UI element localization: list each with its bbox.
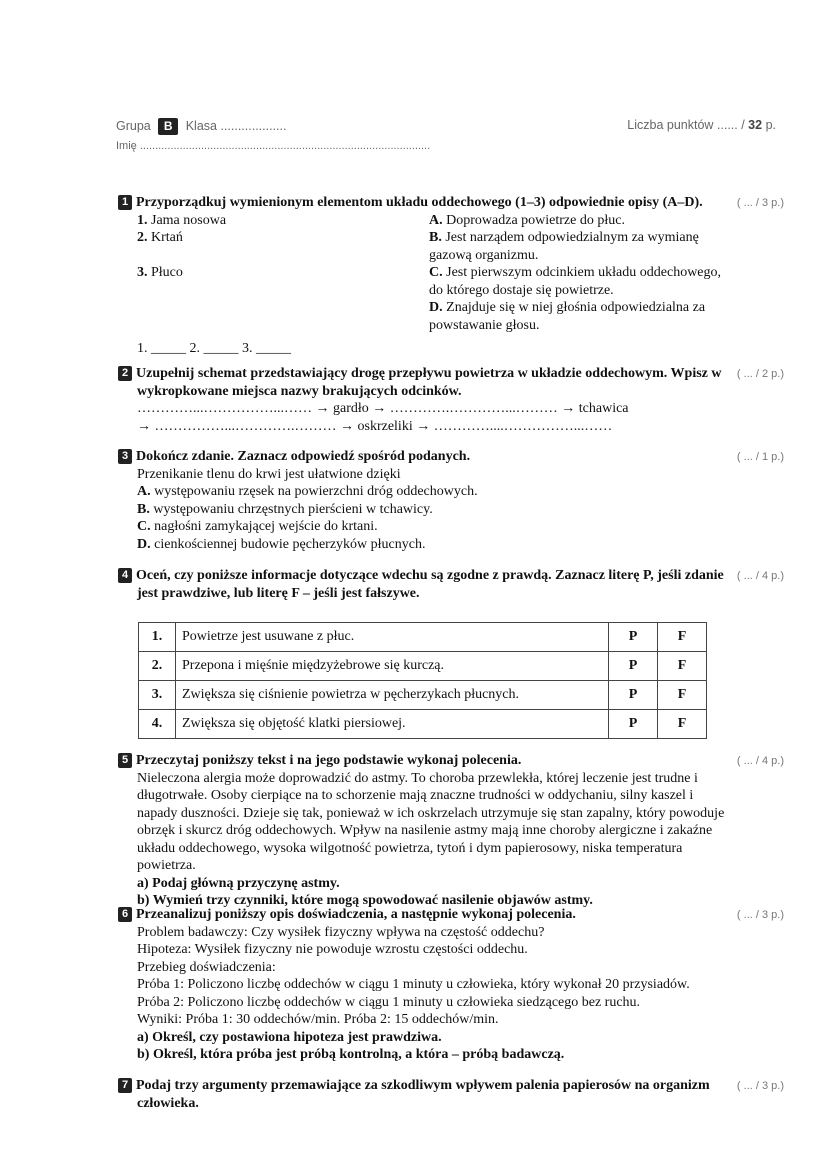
- points-label: Liczba punktów ...... /: [627, 118, 745, 132]
- false-option[interactable]: F: [658, 681, 707, 710]
- task5: [118, 752, 728, 910]
- task6-points: ( ... / 3 p.): [736, 909, 784, 921]
- task6-question-a: a) Określ, czy postawiona hipoteza jest prawdziwa.: [137, 1029, 442, 1045]
- option-text: Znajduje się w niej głośnia odpowiedzialna za powstawanie głosu.: [429, 300, 706, 333]
- true-option[interactable]: P: [609, 681, 658, 710]
- option-letter: A.: [429, 212, 443, 228]
- item-label: Jama nosowa: [151, 212, 227, 228]
- false-option[interactable]: F: [658, 652, 707, 681]
- item-number: 3.: [137, 265, 148, 280]
- task1-instruction: Przyporządkuj wymienionym elementom układu oddechowego (1–3) odpowiednie opisy (A–D).: [136, 195, 703, 210]
- row-statement: Przepona i mięśnie międzyżebrowe się kurczą.: [176, 652, 609, 681]
- item-label: Krtań: [151, 230, 183, 245]
- task1-answer-line[interactable]: 1. _____ 2. _____ 3. _____: [137, 341, 291, 356]
- option-text: cienkościennej budowie pęcherzyków płucnych.: [154, 536, 426, 552]
- task5-question-b: b) Wymień trzy czynniki, które mogą spowodować nasilenie objawów astmy.: [137, 893, 593, 908]
- task3-points: ( ... / 1 p.): [736, 451, 784, 463]
- row-number: 4.: [139, 710, 176, 739]
- option-letter: B.: [429, 230, 442, 245]
- true-option[interactable]: P: [609, 710, 658, 739]
- option-letter: A.: [137, 484, 151, 499]
- experiment-line: Hipoteza: Wysiłek fizyczny nie powoduje wzrostu częstości oddechu.: [137, 942, 528, 957]
- experiment-line: Próba 1: Policzono liczbę oddechów w ciągu 1 minuty u człowieka, który wykonał 20 przysiadów.: [137, 977, 690, 992]
- task4-instruction: Oceń, czy poniższe informacje dotyczące wdechu są zgodne z prawdą. Zaznacz literę P, jeśli zdanie jest prawdziwe, lub literę F – jeśli jest fałszywe.: [136, 568, 724, 601]
- task7-number: 7: [118, 1078, 132, 1093]
- true-option[interactable]: P: [609, 623, 658, 652]
- row-number: 1.: [139, 623, 176, 652]
- choice-option[interactable]: [137, 518, 728, 536]
- row-statement: Zwiększa się objętość klatki piersiowej.: [176, 710, 609, 739]
- option-letter: D.: [429, 300, 443, 315]
- task1: [118, 194, 728, 358]
- points-summary: [627, 118, 776, 132]
- table-row: [139, 652, 707, 681]
- true-option[interactable]: P: [609, 652, 658, 681]
- row-number: 3.: [139, 681, 176, 710]
- task6-instruction: Przeanalizuj poniższy opis doświadczenia, a następnie wykonaj polecenia.: [136, 907, 576, 922]
- choice-option[interactable]: [137, 483, 728, 501]
- item-number: 1.: [137, 212, 148, 228]
- task4-number: 4: [118, 568, 132, 583]
- experiment-line: Problem badawczy: Czy wysiłek fizyczny wpływa na częstość oddechu?: [137, 924, 545, 940]
- choice-option[interactable]: [137, 536, 728, 554]
- experiment-line: Przebieg doświadczenia:: [137, 959, 276, 975]
- task2-instruction: Uzupełnij schemat przedstawiający drogę przepływu powietrza w układzie oddechowym. Wpisz w wykropkowane miejsca nazwy brakujących odcinków.: [136, 366, 722, 399]
- task7: [118, 1077, 728, 1112]
- item-label: Płuco: [151, 265, 183, 280]
- task2-scheme-line-1[interactable]: …………...……………...…… → gardło → ………….…………...……… → tchawica: [137, 401, 629, 416]
- experiment-line: Próba 2: Policzono liczbę oddechów w ciągu 1 minuty u człowieka siedzącego bez ruchu.: [137, 994, 641, 1010]
- row-statement: Zwiększa się ciśnienie powietrza w pęcherzykach płucnych.: [176, 681, 609, 710]
- task3: [118, 448, 728, 553]
- task6-question-b: b) Określ, która próba jest próbą kontrolną, a która – próbą badawczą.: [137, 1047, 565, 1062]
- table-row: [139, 681, 707, 710]
- choice-option[interactable]: [137, 501, 728, 519]
- table-row: [139, 710, 707, 739]
- task2-number: 2: [118, 366, 132, 381]
- task5-points: ( ... / 4 p.): [736, 755, 784, 767]
- group-label: Grupa: [116, 119, 151, 133]
- task4: [118, 567, 728, 602]
- option-letter: D.: [137, 536, 151, 552]
- task2: [118, 365, 728, 435]
- false-option[interactable]: F: [658, 710, 707, 739]
- option-text: Jest pierwszym odcinkiem układu oddechowego, do którego dostaje się powietrze.: [429, 265, 722, 298]
- task2-scheme-line-2[interactable]: → ……………...………….……… → oskrzeliki → …………....……………...……: [137, 418, 613, 434]
- true-false-table: [138, 622, 707, 739]
- task5-question-a: a) Podaj główną przyczynę astmy.: [137, 875, 340, 891]
- name-field[interactable]: Imię ...............................................................................................: [116, 140, 431, 152]
- group-badge: B: [158, 118, 178, 135]
- option-text: nagłośni zamykającej wejście do krtani.: [154, 519, 378, 534]
- option-letter: C.: [429, 265, 443, 280]
- group-field: [116, 118, 286, 135]
- task1-number: 1: [118, 195, 132, 210]
- task4-points: ( ... / 4 p.): [736, 570, 784, 582]
- task3-number: 3: [118, 449, 132, 464]
- task7-points: ( ... / 3 p.): [736, 1080, 784, 1092]
- task6-number: 6: [118, 907, 132, 922]
- task7-instruction: Podaj trzy argumenty przemawiające za szkodliwym wpływem palenia papierosów na organizm człowieka.: [136, 1078, 710, 1111]
- option-text: Jest narządem odpowiedzialnym za wymianę gazową organizmu.: [429, 230, 699, 263]
- item-number: 2.: [137, 230, 148, 245]
- task5-instruction: Przeczytaj poniższy tekst i na jego podstawie wykonaj polecenia.: [136, 753, 522, 768]
- experiment-line: Wyniki: Próba 1: 30 oddechów/min. Próba 2: 15 oddechów/min.: [137, 1012, 499, 1027]
- task5-number: 5: [118, 753, 132, 768]
- false-option[interactable]: F: [658, 623, 707, 652]
- option-text: występowaniu chrzęstnych pierścieni w tchawicy.: [153, 501, 433, 517]
- option-text: występowaniu rzęsek na powierzchni dróg oddechowych.: [154, 484, 478, 499]
- class-field[interactable]: Klasa ...................: [185, 119, 287, 133]
- option-letter: B.: [137, 501, 150, 517]
- option-letter: C.: [137, 519, 151, 534]
- task1-points: ( ... / 3 p.): [736, 197, 784, 209]
- task3-instruction: Dokończ zdanie. Zaznacz odpowiedź spośród podanych.: [136, 449, 471, 464]
- task3-stem: Przenikanie tlenu do krwi jest ułatwione dzięki: [137, 466, 401, 482]
- table-row: [139, 623, 707, 652]
- points-total: 32: [748, 118, 763, 132]
- row-number: 2.: [139, 652, 176, 681]
- points-unit: p.: [765, 118, 776, 132]
- option-text: Doprowadza powietrze do płuc.: [446, 212, 625, 228]
- task2-points: ( ... / 2 p.): [736, 368, 784, 380]
- task6: [118, 906, 728, 1064]
- row-statement: Powietrze jest usuwane z płuc.: [176, 623, 609, 652]
- task5-text: Nieleczona alergia może doprowadzić do astmy. To choroba przewlekła, której leczenie jest trudne i długotrwałe. Osoby cierpiące na to schorzenie mają znaczne trudności w oddychaniu, silny kaszel i napady duszności. Dzieje się tak, ponieważ w ich oskrzelach utrzymuje się stan zapalny, który powoduje obrzęk i skurcz dróg oddechowych. Wpływ na nasilenie astmy mają inne choroby alergiczne i zakaźne układu oddechowego, wysoka wilgotność powietrza, tytoń i dym papierosowy, niska temperatura powietrza.: [137, 770, 725, 873]
